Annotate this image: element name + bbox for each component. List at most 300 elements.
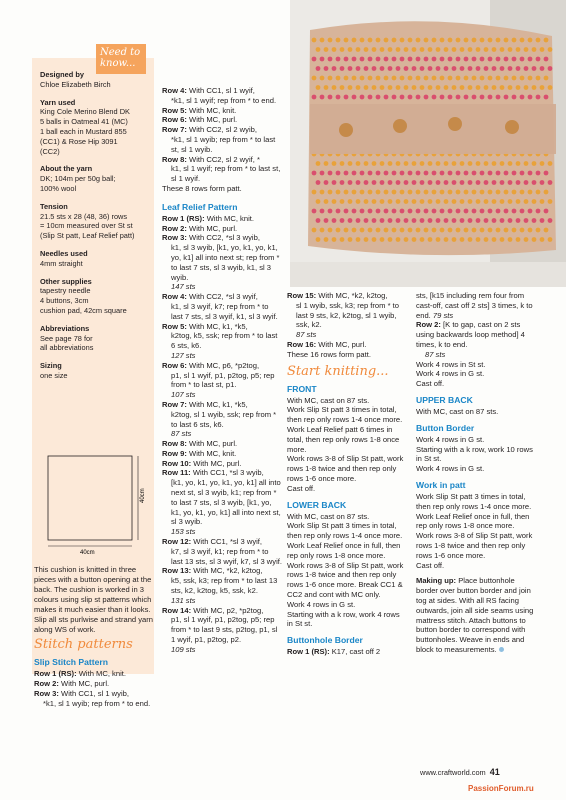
stitch-mark bbox=[340, 85, 345, 90]
column-3 bbox=[287, 291, 405, 657]
stitch-mark bbox=[520, 228, 525, 233]
instruction-line: Starting with a k row, work 10 rows in St st. bbox=[416, 444, 533, 464]
stitch-mark bbox=[336, 228, 341, 233]
info-line: See page 78 for bbox=[40, 333, 93, 343]
stitch-mark bbox=[412, 237, 417, 242]
stitch-mark bbox=[500, 237, 505, 242]
button-icon bbox=[339, 123, 353, 137]
stitch-mark bbox=[476, 180, 481, 185]
stitch-mark bbox=[460, 47, 465, 52]
stitch-mark bbox=[388, 237, 393, 242]
stitch-mark bbox=[316, 66, 321, 71]
stitch-mark bbox=[444, 47, 449, 52]
stitch-mark bbox=[484, 180, 489, 185]
stitch-mark bbox=[352, 38, 357, 43]
stitch-mark bbox=[356, 199, 361, 204]
pattern-row bbox=[162, 459, 282, 469]
stitch-mark bbox=[312, 95, 317, 100]
stitch-mark bbox=[340, 237, 345, 242]
stitch-mark bbox=[500, 47, 505, 52]
stitch-mark bbox=[364, 199, 369, 204]
stitch-mark bbox=[540, 237, 545, 242]
slip-stitch-heading: Slip Stitch Pattern bbox=[34, 657, 109, 667]
stitch-mark bbox=[364, 218, 369, 223]
stitch-mark bbox=[324, 161, 329, 166]
footer-site: www.craftworld.com bbox=[420, 768, 486, 777]
stitch-mark bbox=[452, 47, 457, 52]
stitch-mark bbox=[532, 66, 537, 71]
stitch-count: 87 sts bbox=[171, 429, 192, 439]
row-label: Row 5: bbox=[162, 105, 187, 115]
info-line: 4 buttons, 3cm bbox=[40, 296, 89, 306]
stitch-mark bbox=[368, 76, 373, 81]
row-label: Row 6: bbox=[162, 115, 187, 125]
stitch-mark bbox=[472, 171, 477, 176]
stitch-mark bbox=[344, 76, 349, 81]
stitch-mark bbox=[508, 47, 513, 52]
stitch-mark bbox=[512, 209, 517, 214]
row-label: Row 4: bbox=[162, 292, 187, 302]
stitch-mark bbox=[480, 57, 485, 62]
info-line: DK; 104m per 50g ball; bbox=[40, 174, 116, 184]
stitch-mark bbox=[400, 38, 405, 43]
stitch-mark bbox=[432, 76, 437, 81]
stitch-mark bbox=[444, 85, 449, 90]
stitch-mark bbox=[460, 237, 465, 242]
stitch-mark bbox=[436, 66, 441, 71]
button-icon bbox=[505, 120, 519, 134]
stitch-mark bbox=[316, 199, 321, 204]
stitch-mark bbox=[360, 209, 365, 214]
row-text: With MC, purl. bbox=[193, 458, 242, 468]
stitch-mark bbox=[400, 190, 405, 195]
stitch-mark bbox=[456, 190, 461, 195]
stitch-mark bbox=[476, 199, 481, 204]
row-label: Row 14: bbox=[162, 605, 192, 615]
stitch-mark bbox=[372, 180, 377, 185]
stitch-mark bbox=[332, 85, 337, 90]
stitch-mark bbox=[456, 57, 461, 62]
stitch-mark bbox=[380, 85, 385, 90]
stitch-mark bbox=[324, 180, 329, 185]
column-2 bbox=[162, 86, 282, 655]
row-label: Row 5: bbox=[162, 321, 187, 331]
stitch-mark bbox=[504, 38, 509, 43]
stitch-mark bbox=[524, 66, 529, 71]
stitch-mark bbox=[524, 199, 529, 204]
stitch-mark bbox=[364, 85, 369, 90]
stitch-mark bbox=[328, 57, 333, 62]
need-to-know-content bbox=[40, 70, 152, 389]
info-heading: Designed by bbox=[40, 70, 84, 79]
stitch-mark bbox=[532, 218, 537, 223]
stitch-mark bbox=[332, 180, 337, 185]
pattern-row bbox=[162, 449, 282, 459]
stitch-mark bbox=[456, 209, 461, 214]
stitch-mark bbox=[468, 199, 473, 204]
height-label: 40cm bbox=[140, 488, 146, 503]
stitch-mark bbox=[388, 85, 393, 90]
page-number: 41 bbox=[489, 767, 500, 777]
stitch-mark bbox=[500, 85, 505, 90]
stitch-mark bbox=[452, 180, 457, 185]
stitch-mark bbox=[396, 180, 401, 185]
stitch-mark bbox=[460, 85, 465, 90]
stitch-mark bbox=[384, 190, 389, 195]
stitch-mark bbox=[348, 161, 353, 166]
stitch-mark bbox=[356, 161, 361, 166]
stitch-mark bbox=[488, 76, 493, 81]
stitch-mark bbox=[400, 95, 405, 100]
stitch-mark bbox=[368, 95, 373, 100]
stitch-mark bbox=[428, 237, 433, 242]
info-section bbox=[40, 324, 152, 353]
stitch-mark bbox=[428, 161, 433, 166]
row-label: Row 11: bbox=[162, 468, 191, 478]
instruction-line: Work 4 rows in G st. bbox=[416, 464, 485, 474]
stitch-mark bbox=[540, 180, 545, 185]
size-diagram bbox=[40, 448, 152, 558]
stitch-mark bbox=[344, 57, 349, 62]
row-label: Row 1 (RS): bbox=[162, 213, 205, 223]
instruction-line: Work rows 3-8 of Slip St patt, work rows 1-8 twice and then rep only rows 1-6 once more. Break CC1 & CC2 and cont with MC only. bbox=[287, 560, 404, 599]
stitch-mark bbox=[392, 38, 397, 43]
stitch-mark bbox=[508, 218, 513, 223]
pattern-row bbox=[162, 361, 282, 400]
stitch-mark bbox=[456, 38, 461, 43]
stitch-mark bbox=[476, 47, 481, 52]
pattern-row bbox=[162, 439, 282, 449]
stitch-mark bbox=[320, 171, 325, 176]
stitch-mark bbox=[384, 95, 389, 100]
stitch-mark bbox=[376, 95, 381, 100]
stitch-mark bbox=[324, 199, 329, 204]
stitch-mark bbox=[320, 190, 325, 195]
stitch-mark bbox=[356, 218, 361, 223]
intro-text: This cushion is knitted in three pieces with a button opening at the back. The cushion is worked in 3 colours using slip st patterns which makes it much easier than it looks. Slip all sts purlwise and strand yarn along WS of work. bbox=[34, 565, 154, 634]
stitch-mark bbox=[476, 218, 481, 223]
instruction-line: Work Leaf Relief patt 6 times in total, then rep only rows 1-8 once more. bbox=[287, 424, 400, 454]
stitch-mark bbox=[456, 76, 461, 81]
stitch-count: 153 sts bbox=[171, 527, 196, 537]
stitch-mark bbox=[348, 85, 353, 90]
stitch-mark bbox=[380, 237, 385, 242]
row-continuation: *k1, sl 1 wyib; rep from * to end. bbox=[43, 699, 151, 708]
stitch-mark bbox=[396, 161, 401, 166]
pattern-row bbox=[162, 86, 282, 106]
info-heading: Tension bbox=[40, 201, 68, 211]
pattern-row bbox=[162, 566, 282, 605]
stitch-mark bbox=[528, 76, 533, 81]
stitch-mark bbox=[364, 161, 369, 166]
stitch-mark bbox=[372, 47, 377, 52]
stitch-mark bbox=[420, 180, 425, 185]
stitch-mark bbox=[312, 38, 317, 43]
stitch-mark bbox=[528, 190, 533, 195]
stitch-mark bbox=[496, 209, 501, 214]
stitch-mark bbox=[544, 171, 549, 176]
info-section bbox=[40, 164, 152, 193]
stitch-mark bbox=[504, 171, 509, 176]
stitch-mark bbox=[548, 161, 553, 166]
stitch-mark bbox=[432, 228, 437, 233]
row-continuation: k5, ssk, k3; rep from * to last 13 sts, k2, k2tog, k5, ssk, k2. bbox=[171, 576, 278, 596]
stitch-mark bbox=[408, 190, 413, 195]
stitch-mark bbox=[372, 237, 377, 242]
stitch-mark bbox=[312, 76, 317, 81]
pattern-row bbox=[162, 292, 282, 321]
info-line: 5 balls in Oatmeal 41 (MC) bbox=[40, 117, 128, 127]
stitch-mark bbox=[544, 228, 549, 233]
stitch-mark bbox=[508, 161, 513, 166]
row-text: With MC, purl. bbox=[61, 679, 110, 688]
stitch-mark bbox=[344, 38, 349, 43]
info-heading: Needles used bbox=[40, 248, 88, 258]
info-section bbox=[40, 249, 152, 269]
pattern-row bbox=[162, 115, 282, 125]
stitch-mark bbox=[340, 161, 345, 166]
stitch-mark bbox=[492, 180, 497, 185]
stitch-mark bbox=[412, 218, 417, 223]
stitch-mark bbox=[512, 228, 517, 233]
stitch-mark bbox=[416, 209, 421, 214]
stitch-mark bbox=[448, 171, 453, 176]
row-continuation: k2tog, k5, ssk; rep from * to last 6 sts, k6. bbox=[171, 331, 278, 351]
stitch-mark bbox=[440, 95, 445, 100]
stitch-mark bbox=[404, 47, 409, 52]
stitch-mark bbox=[392, 190, 397, 195]
stitch-mark bbox=[452, 66, 457, 71]
stitch-mark bbox=[456, 228, 461, 233]
stitch-mark bbox=[532, 180, 537, 185]
stitch-mark bbox=[432, 190, 437, 195]
stitch-mark bbox=[520, 57, 525, 62]
pattern-row bbox=[162, 606, 282, 655]
stitch-mark bbox=[328, 190, 333, 195]
stitch-mark bbox=[344, 190, 349, 195]
row-text: With CC1, *sl 3 wyib, bbox=[192, 468, 264, 478]
row-text: With MC, k1, *k5, bbox=[189, 399, 248, 409]
stitch-mark bbox=[500, 218, 505, 223]
stitch-mark bbox=[492, 47, 497, 52]
stitch-mark bbox=[404, 161, 409, 166]
stitch-mark bbox=[356, 66, 361, 71]
stitch-mark bbox=[352, 95, 357, 100]
row-label: Row 6: bbox=[162, 360, 187, 370]
stitch-mark bbox=[544, 57, 549, 62]
stitch-mark bbox=[504, 190, 509, 195]
stitch-mark bbox=[516, 161, 521, 166]
stitch-mark bbox=[376, 190, 381, 195]
stitch-mark bbox=[420, 237, 425, 242]
stitch-mark bbox=[548, 218, 553, 223]
row-continuation: p1, sl 1 wyif, p1, p2tog, p5; rep from * to last 9 sts, p2tog, p1, sl 1 wyif, p1, p2tog, p2. bbox=[171, 615, 278, 645]
stitch-mark bbox=[320, 228, 325, 233]
stitch-mark bbox=[488, 190, 493, 195]
stitch-mark bbox=[364, 180, 369, 185]
stitch-mark bbox=[468, 218, 473, 223]
stitch-mark bbox=[444, 66, 449, 71]
stitch-mark bbox=[488, 228, 493, 233]
stitch-mark bbox=[332, 237, 337, 242]
stitch-mark bbox=[324, 47, 329, 52]
stitch-mark bbox=[376, 171, 381, 176]
stitch-mark bbox=[528, 228, 533, 233]
row-continuation: k1, sl 3 wyif, k7; rep from * to last 7 sts, sl 3 wyif, k1, sl 3 wyif. bbox=[171, 301, 278, 321]
start-knitting-heading: Start knitting... bbox=[287, 363, 389, 379]
stitch-mark bbox=[360, 38, 365, 43]
stitch-mark bbox=[384, 76, 389, 81]
stitch-mark bbox=[432, 209, 437, 214]
stitch-mark bbox=[412, 161, 417, 166]
stitch-mark bbox=[344, 95, 349, 100]
row-text: With CC1, sl 1 wyif, bbox=[189, 86, 255, 95]
stitch-mark bbox=[316, 237, 321, 242]
stitch-count: 109 sts bbox=[171, 644, 196, 654]
stitch-mark bbox=[348, 66, 353, 71]
stitch-mark bbox=[532, 47, 537, 52]
pattern-row bbox=[162, 125, 282, 154]
upper-back-heading: UPPER BACK bbox=[416, 394, 473, 405]
stitch-mark bbox=[508, 199, 513, 204]
stitch-mark bbox=[336, 38, 341, 43]
stitch-mark bbox=[448, 38, 453, 43]
instruction-line: Work Slip St patt 3 times in total, then rep only rows 1-4 once more. bbox=[416, 491, 532, 511]
stitch-mark bbox=[424, 228, 429, 233]
stitch-mark bbox=[424, 76, 429, 81]
buttonhole-row-1-cont: sts, [k15 including rem four from cast-off, cast off 2 sts] 3 times, k to end. 79 sts bbox=[416, 291, 533, 320]
stitch-mark bbox=[476, 85, 481, 90]
stitch-mark bbox=[408, 38, 413, 43]
stitch-mark bbox=[444, 199, 449, 204]
stitch-mark bbox=[540, 199, 545, 204]
info-line: 100% wool bbox=[40, 183, 77, 193]
stitch-mark bbox=[512, 57, 517, 62]
stitch-mark bbox=[488, 209, 493, 214]
stitch-mark bbox=[464, 171, 469, 176]
stitch-mark bbox=[364, 47, 369, 52]
stitch-mark bbox=[348, 180, 353, 185]
stitch-mark bbox=[460, 199, 465, 204]
stitch-mark bbox=[380, 161, 385, 166]
stitch-mark bbox=[352, 190, 357, 195]
stitch-count: 131 sts bbox=[171, 595, 196, 605]
stitch-mark bbox=[516, 199, 521, 204]
stitch-mark bbox=[408, 95, 413, 100]
stitch-mark bbox=[352, 76, 357, 81]
row-text: With MC, knit. bbox=[189, 105, 237, 115]
stitch-mark bbox=[420, 199, 425, 204]
stitch-mark bbox=[396, 85, 401, 90]
instruction-line: Work Slip St patt 3 times in total, then rep only rows 1-4 once more. bbox=[287, 521, 403, 541]
row-label: Row 16: bbox=[287, 339, 317, 349]
stitch-mark bbox=[320, 76, 325, 81]
info-heading: Sizing bbox=[40, 361, 62, 371]
stitch-mark bbox=[484, 47, 489, 52]
stitch-mark bbox=[340, 47, 345, 52]
stitch-mark bbox=[408, 171, 413, 176]
stitch-mark bbox=[428, 218, 433, 223]
stitch-mark bbox=[436, 85, 441, 90]
stitch-mark bbox=[420, 66, 425, 71]
stitch-mark bbox=[468, 180, 473, 185]
row-continuation: k1, sl 1 wyif; rep from * to last st, sl 1 wyif. bbox=[171, 164, 281, 184]
stitch-mark bbox=[372, 218, 377, 223]
stitch-mark bbox=[388, 161, 393, 166]
stitch-mark bbox=[504, 209, 509, 214]
stitch-mark bbox=[540, 161, 545, 166]
stitch-mark bbox=[492, 218, 497, 223]
stitch-mark bbox=[524, 161, 529, 166]
info-line: tapestry needle bbox=[40, 286, 91, 296]
stitch-mark bbox=[468, 47, 473, 52]
stitch-mark bbox=[328, 228, 333, 233]
stitch-mark bbox=[336, 76, 341, 81]
info-line: all abbreviations bbox=[40, 343, 94, 353]
stitch-mark bbox=[376, 209, 381, 214]
stitch-mark bbox=[520, 76, 525, 81]
stitch-mark bbox=[324, 66, 329, 71]
instruction-line: Work 4 rows in G st. bbox=[416, 434, 485, 444]
info-line: cushion pad, 42cm square bbox=[40, 305, 127, 315]
stitch-mark bbox=[428, 47, 433, 52]
stitch-mark bbox=[328, 76, 333, 81]
row-text: With MC, k1, *k5, bbox=[189, 321, 248, 331]
row-continuation: k2tog, sl 1 wyib, ssk; rep from * to last 6 sts, k6. bbox=[171, 409, 277, 429]
stitch-patterns-heading: Stitch patterns bbox=[34, 637, 133, 652]
lower-back-heading: LOWER BACK bbox=[287, 499, 347, 510]
instruction-line: With MC, cast on 87 sts. bbox=[287, 511, 370, 521]
stitch-mark bbox=[400, 228, 405, 233]
stitch-mark bbox=[408, 228, 413, 233]
stitch-mark bbox=[488, 95, 493, 100]
stitch-mark bbox=[392, 171, 397, 176]
stitch-mark bbox=[332, 161, 337, 166]
stitch-mark bbox=[452, 237, 457, 242]
stitch-mark bbox=[548, 85, 553, 90]
stitch-mark bbox=[448, 209, 453, 214]
button-icon bbox=[448, 117, 462, 131]
row-label: Row 7: bbox=[162, 399, 187, 409]
stitch-mark bbox=[360, 76, 365, 81]
need-to-know-tab: Need to know... bbox=[96, 44, 146, 74]
stitch-mark bbox=[516, 180, 521, 185]
stitch-mark bbox=[468, 85, 473, 90]
stitch-mark bbox=[516, 66, 521, 71]
instruction-line: Cast off. bbox=[287, 483, 316, 493]
stitch-mark bbox=[388, 199, 393, 204]
stitch-mark bbox=[492, 237, 497, 242]
stitch-mark bbox=[528, 57, 533, 62]
stitch-mark bbox=[480, 228, 485, 233]
instruction-line: Work 4 rows in St st. bbox=[416, 359, 486, 369]
row-label: Row 12: bbox=[162, 537, 192, 547]
stitch-count: 87 sts bbox=[296, 330, 317, 340]
row-label: Row 15: bbox=[287, 291, 317, 300]
stitch-count: 127 sts bbox=[171, 350, 196, 360]
info-heading: Yarn used bbox=[40, 97, 76, 107]
stitch-mark bbox=[320, 209, 325, 214]
stitch-mark bbox=[360, 190, 365, 195]
stitch-mark bbox=[448, 190, 453, 195]
stitch-mark bbox=[384, 38, 389, 43]
row-continuation: k1, sl 3 wyib, [k1, yo, k1, yo, k1, yo, k1] all into next st; rep from * to last 7 sts, sl 3 wyib, k1, sl 3 wyib. bbox=[171, 243, 280, 282]
stitch-mark bbox=[476, 161, 481, 166]
info-section bbox=[40, 361, 152, 381]
stitch-mark bbox=[364, 66, 369, 71]
pattern-row bbox=[162, 214, 282, 224]
stitch-mark bbox=[440, 171, 445, 176]
